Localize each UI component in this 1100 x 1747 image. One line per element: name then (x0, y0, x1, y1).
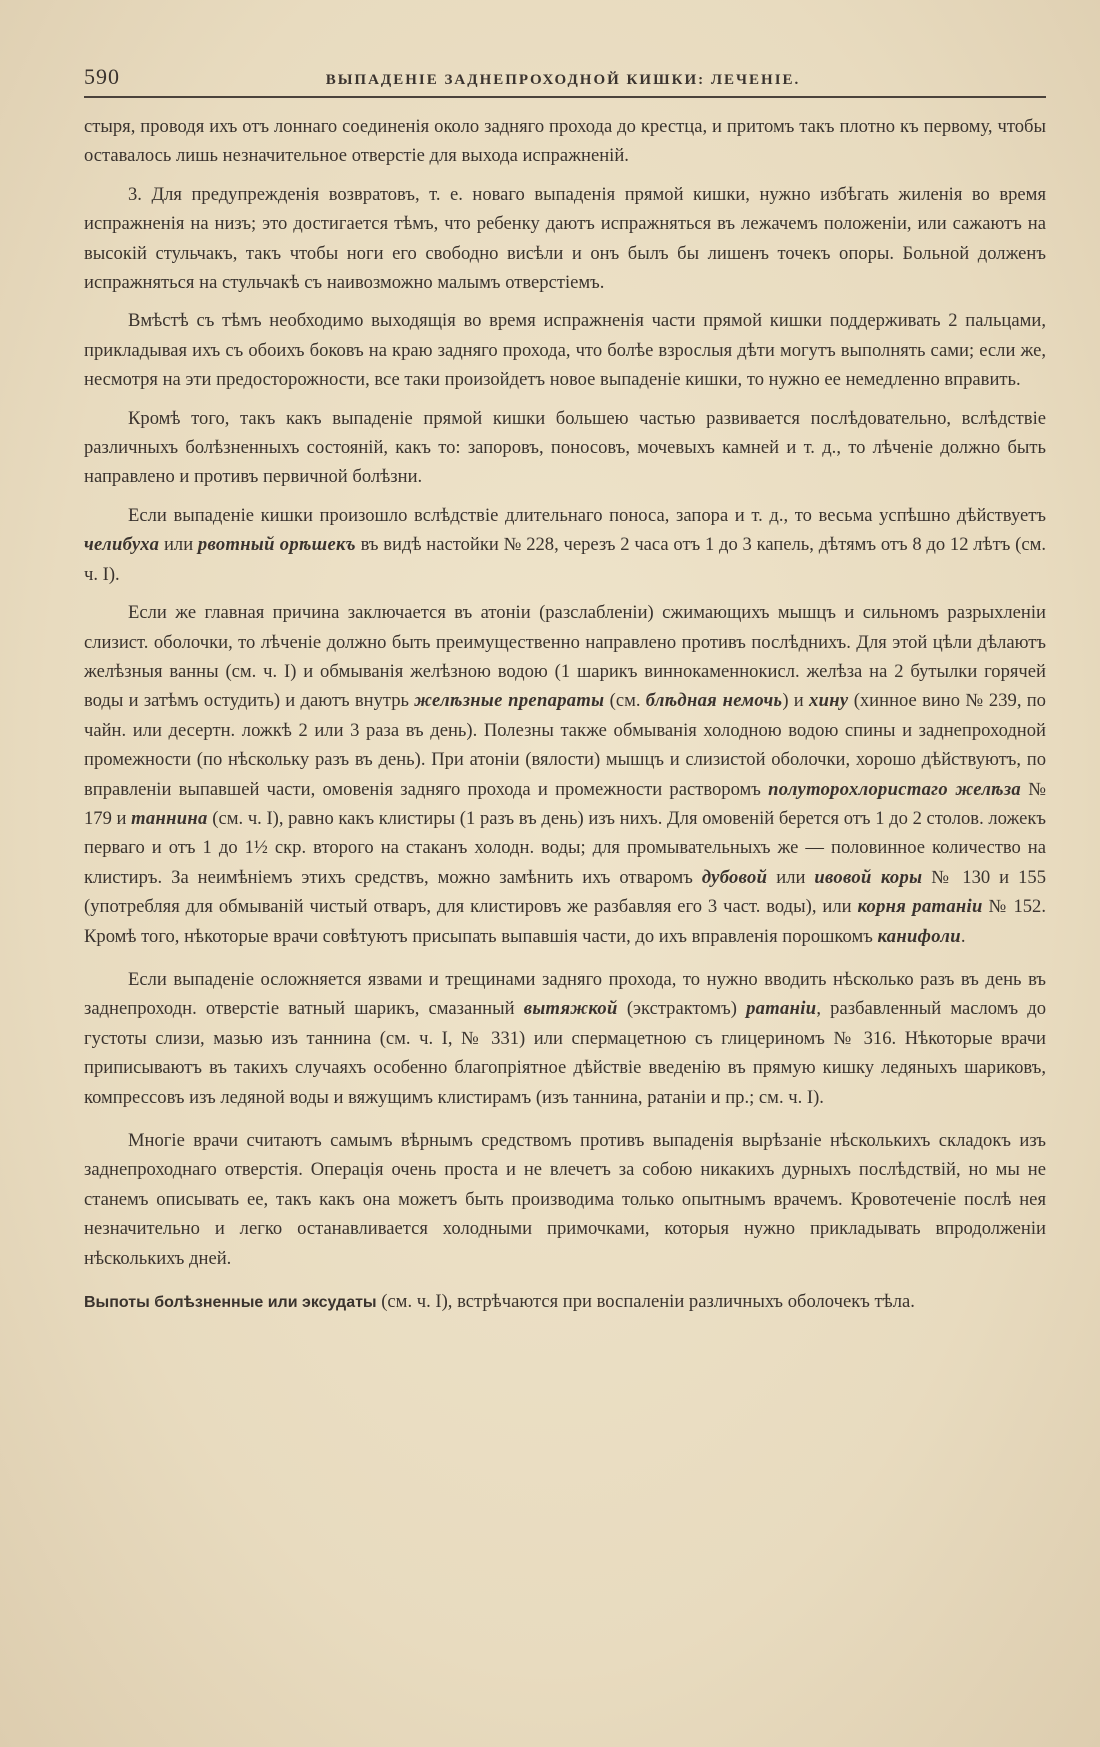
paragraph-7 (84, 965, 1046, 1112)
paragraph-3: Вмѣстѣ съ тѣмъ необходимо выходящія во время испражненія части прямой кишки поддерживать 2 пальцами, прикладывая ихъ съ обоихъ боковъ на краю задняго прохода, что болѣе взрослыя дѣти могутъ выполнять сами; если же, несмотря на эти предосторожности, все таки произойдетъ новое выпаденіе кишки, то нужно ее немедленно вправить. (84, 310, 1046, 391)
text-run: (см. (604, 690, 646, 712)
running-title: ВЫПАДЕНІЕ ЗАДНЕПРОХОДНОЙ КИШКИ: ЛЕЧЕНІЕ. (325, 72, 801, 88)
text-run: № 152. Кромѣ того, нѣкоторые врачи совѣтуютъ присыпать выпавшія части, до ихъ вправленія порошкомъ (84, 896, 1046, 947)
text-run: или (767, 866, 815, 888)
drug-name: ивовой коры (814, 866, 923, 888)
text-run: № 179 и (84, 778, 1046, 829)
paragraph-9 (84, 1287, 1046, 1317)
page-number: 590 (84, 64, 120, 89)
text-run: Если выпаденіе осложняется язвами и трещинами задняго прохода, то нужно вводить нѣсколько разъ въ день въ заднепроходн. отверстіе ватный шарикъ, смазанный (84, 968, 1046, 1020)
text-run: (см. ч. I), равно какъ клистиры (1 разъ въ день) изъ нихъ. Для омовеній берется отъ 1 до 2 столов. ложекъ перваго и отъ 1 до 1½ скр. второго на стаканъ холодн. воды; для промывательныхъ же — половинное количество на клистиръ. За неимѣніемъ этихъ средствъ, можно замѣнить ихъ отваромъ (84, 807, 1046, 888)
drug-name: дубовой (701, 866, 768, 888)
text-run: (см. ч. I), встрѣчаются при воспаленіи различныхъ оболочекъ тѣла. (376, 1291, 915, 1313)
page-header (84, 64, 1046, 98)
text-run: или (159, 534, 198, 556)
drug-name: рвотный орѣшекъ (197, 534, 356, 556)
drug-name: вытяжкой (523, 998, 618, 1020)
text-run: ) и (782, 690, 810, 712)
text-run: , разбавленный масломъ до густоты слизи, мазью изъ таннина (см. ч. I, № 331) или спермацетною съ глицериномъ № 316. Нѣкоторые врачи приписываютъ въ такихъ случаяхъ особенно благопріятное дѣйствіе введенію въ прямую кишку ледяныхъ шариковъ, компрессовъ изъ ледяной воды и вяжущимъ клистирамъ (изъ таннина, ратаніи и пр.; см. ч. I). (84, 998, 1046, 1108)
drug-name: полуторохлористаго желѣза (768, 778, 1022, 800)
paragraph-2: 3. Для предупрежденія возвратовъ, т. е. новаго выпаденія прямой кишки, нужно избѣгать жиленія во время испражненія на низъ; это достигается тѣмъ, что ребенку даютъ испражняться въ лежачемъ положеніи, или сажаютъ на высокій стульчакъ, такъ чтобы ноги его свободно висѣли и онъ былъ бы лишенъ точекъ опоры. Больной долженъ испражняться на стульчакѣ съ наивозможно малымъ отверстіемъ. (84, 183, 1046, 294)
text-run: (хинное вино № 239, по чайн. или десертн. ложкѣ 2 или 3 раза въ день). Полезны также обмыванія холодною водою спины и заднепроходной промежности (по нѣскольку разъ въ день). При атоніи (вялости) мышцъ и слизистой оболочки, хорошо дѣйствуютъ, по вправленіи выпавшей части, омовенія задняго прохода и промежности растворомъ (84, 690, 1046, 800)
drug-name: таннина (131, 807, 208, 829)
text-run: № 130 и 155 (употребляя для обмываній чистый отваръ, для клистировъ же разбавляя его 3 част. воды), или (84, 866, 1046, 918)
paragraph-5 (84, 501, 1046, 589)
text-run: (экстрактомъ) (617, 998, 747, 1020)
drug-name: челибуха (84, 534, 160, 556)
text-run: въ видѣ настойки № 228, черезъ 2 часа отъ 1 до 3 капель, дѣтямъ отъ 8 до 12 лѣтъ (см. ч. I). (84, 534, 1046, 585)
text-run: . (960, 925, 966, 947)
paragraph-6 (84, 598, 1046, 951)
drug-name: корня ратаніи (857, 896, 983, 918)
cross-reference: блѣдная немочь (645, 690, 783, 712)
paragraph-8: Многіе врачи считаютъ самымъ вѣрнымъ средствомъ противъ выпаденія вырѣзаніе нѣсколькихъ складокъ изъ заднепроходнаго отверстія. Операція очень проста и не влечетъ за собою никакихъ дурныхъ послѣдствій, но мы не станемъ описывать ее, такъ какъ она можетъ быть производима только опытнымъ врачемъ. Кровотеченіе послѣ нея незначительно и легко останавливается холодными примочками, которыя нужно прикладывать впродолженіи нѣсколькихъ дней. (84, 1130, 1046, 1269)
paragraph-1: стыря, проводя ихъ отъ лоннаго соединенія около задняго прохода до крестца, и притомъ такъ плотно къ первому, чтобы оставалось лишь незначительное отверстіе для выхода испражненій. (84, 116, 1046, 167)
paragraph-4: Кромѣ того, такъ какъ выпаденіе прямой кишки большею частью развивается послѣдовательно, вслѣдствіе различныхъ болѣзненныхъ состояній, какъ то: запоровъ, поносовъ, мочевыхъ камней и т. д., то лѣченіе должно быть направлено и противъ первичной болѣзни. (84, 407, 1046, 488)
page-body (84, 112, 1046, 1317)
drug-name: хину (809, 690, 849, 712)
drug-name: канифоли (877, 925, 961, 947)
drug-name: ратаніи (746, 998, 817, 1020)
drug-name: желѣзные препараты (414, 690, 605, 712)
entry-heading: Выпоты болѣзненные или эксудаты (84, 1294, 377, 1312)
text-run: Если же главная причина заключается въ атоніи (разслабленіи) сжимающихъ мышцъ и сильномъ разрыхленіи слизист. оболочки, то лѣченіе должно быть преимущественно направлено противъ послѣднихъ. Для этой цѣли дѣлаютъ желѣзныя ванны (см. ч. I) и обмыванія желѣзною водою (1 шарикъ виннокаменнокисл. желѣза на 2 бутылки горячей воды и затѣмъ остудить) и даютъ внутрь (84, 602, 1046, 712)
text-run: Если выпаденіе кишки произошло вслѣдствіе длительнаго поноса, запора и т. д., то весьма успѣшно дѣйствуетъ (128, 504, 1046, 526)
